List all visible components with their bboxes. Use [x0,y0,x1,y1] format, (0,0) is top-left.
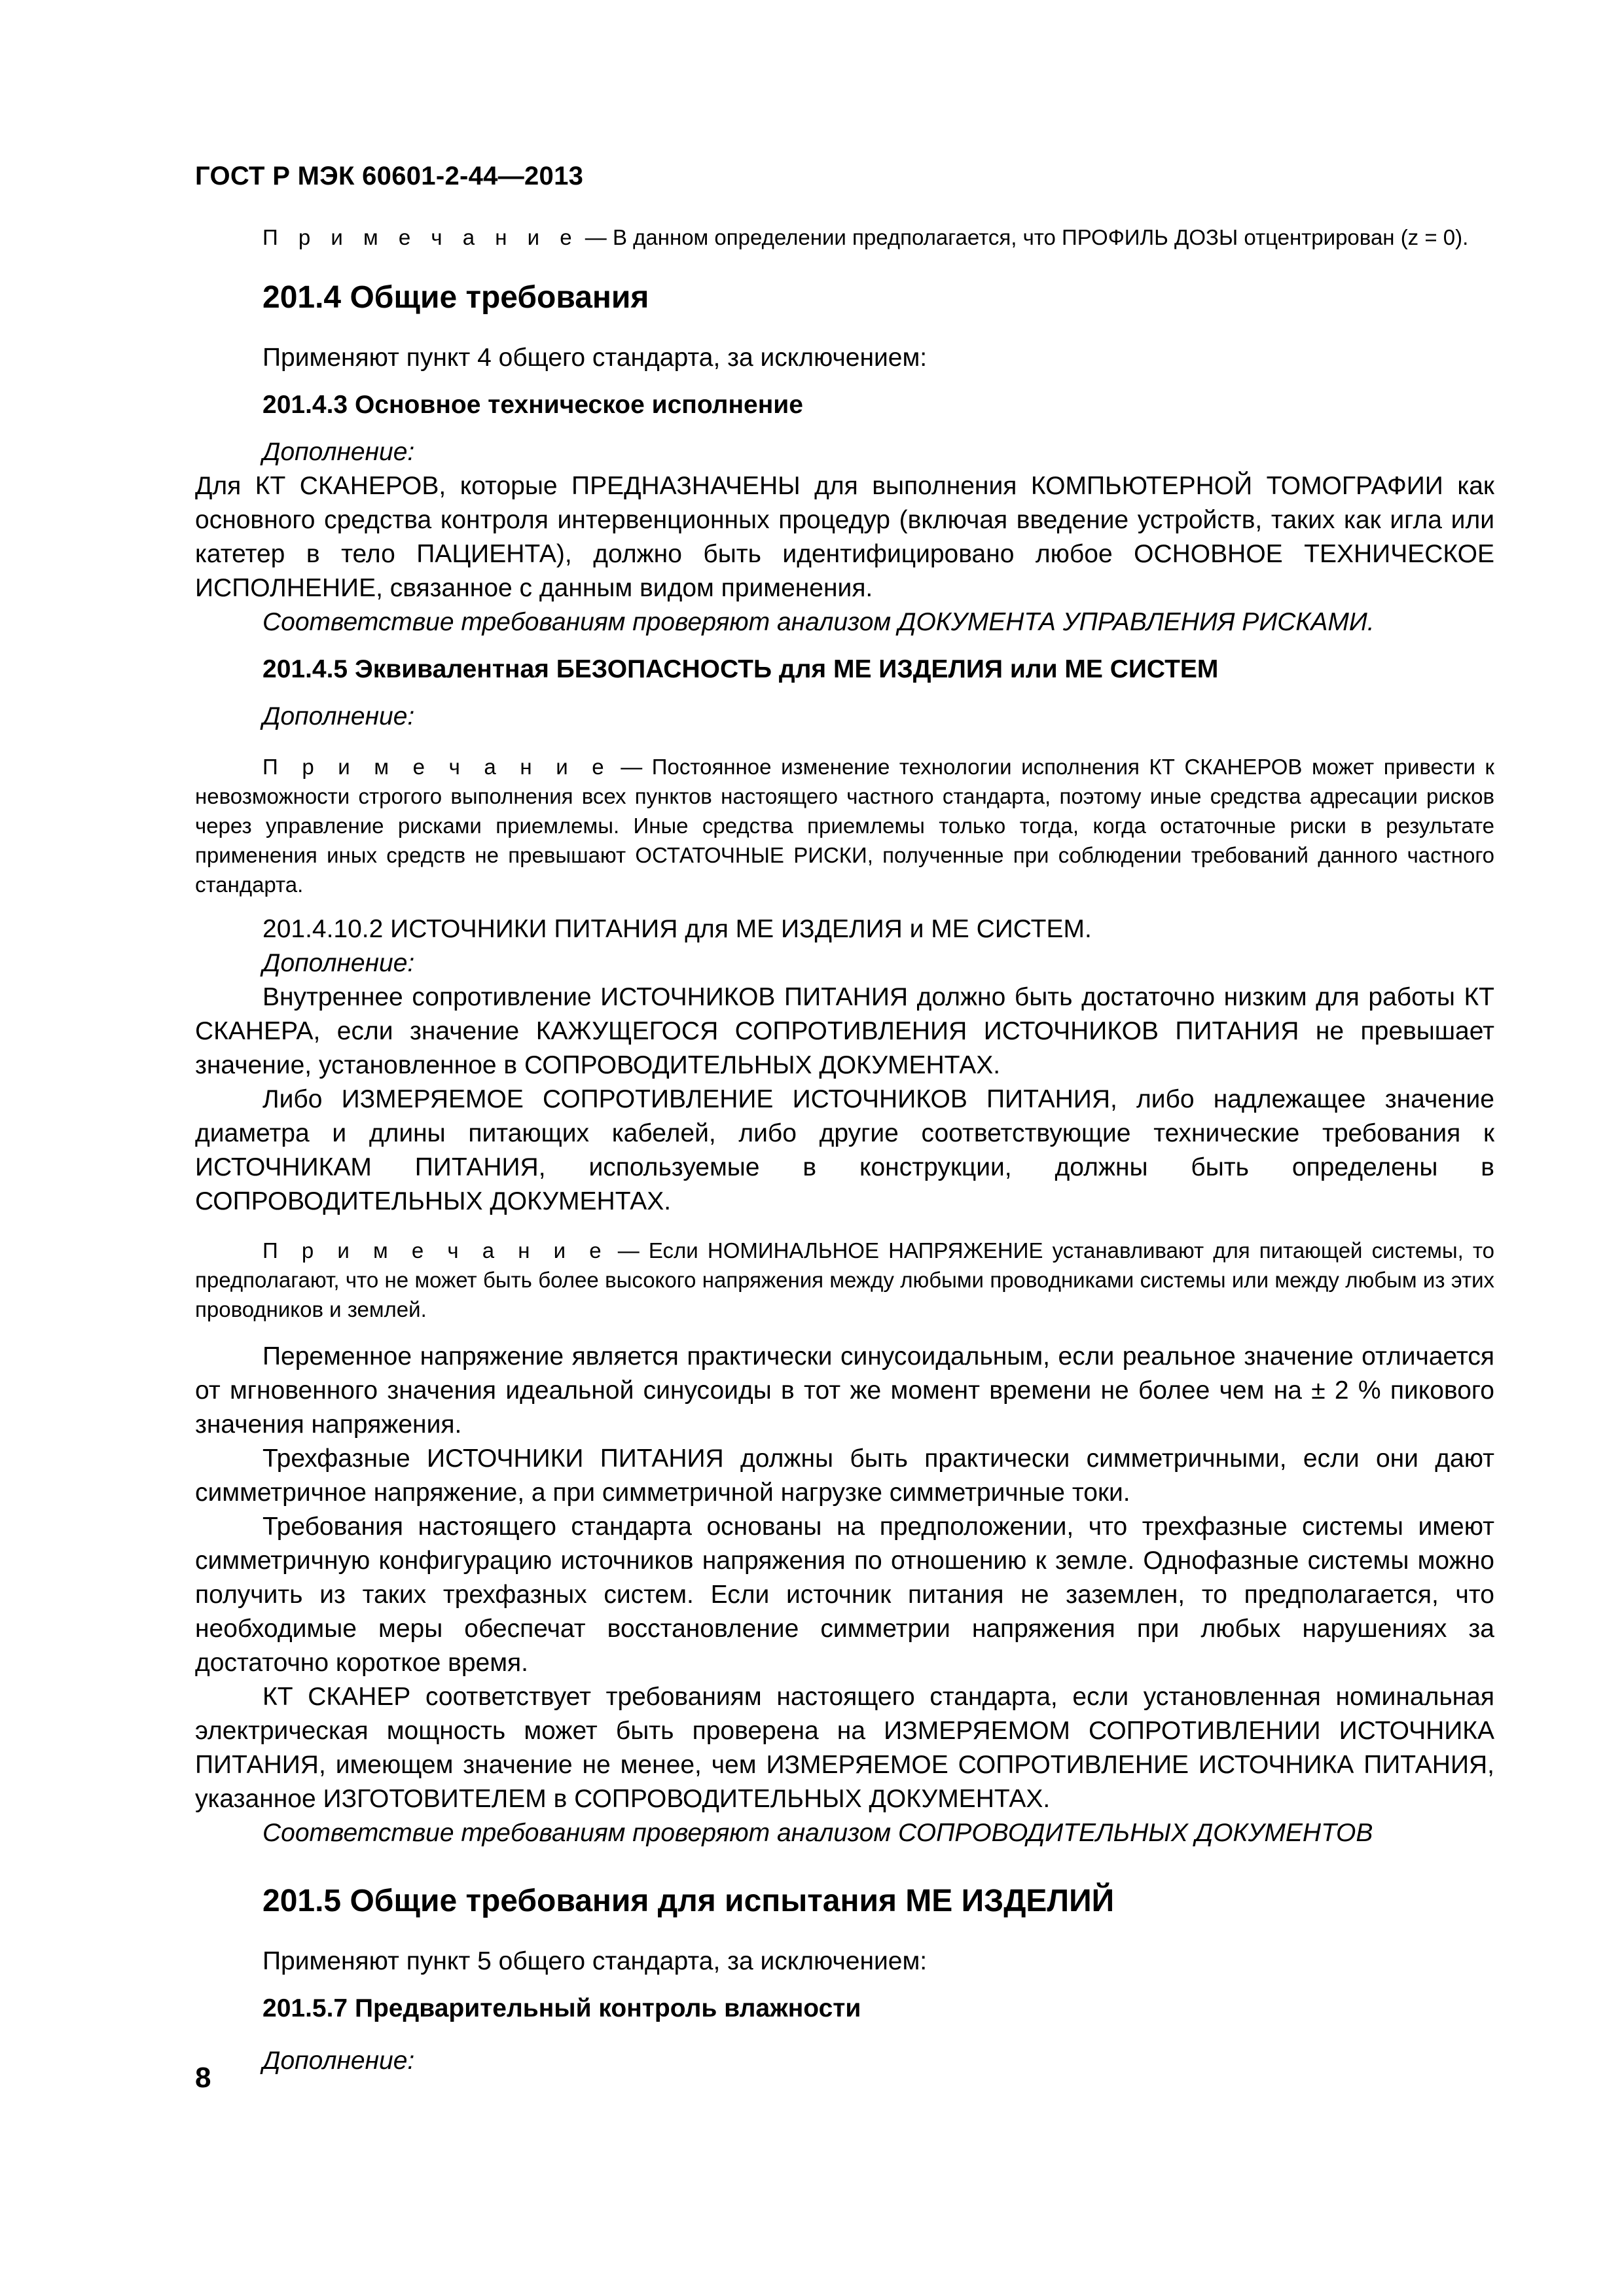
note-text: — Постоянное изменение технологии исполнения КТ СКАНЕРОВ может привести к невозможности строгого выполнения всех пунктов настоящего частного стандарта, поэтому иные средства адресации рисков через управление рисками приемлемы. Иные средства приемлемы только тогда, когда остаточные риски в результате применения иных средств не превышают ОСТАТОЧНЫЕ РИСКИ, полученные при соблюдении требований данного частного стандарта. [195,755,1494,897]
section-201-4-3-text: Для КТ СКАНЕРОВ, которые ПРЕДНАЗНАЧЕНЫ для выполнения КОМПЬЮТЕРНОЙ ТОМОГРАФИИ как основного средства контроля интервенционных процедур (включая введение устройств, таких как игла или катетер в тело ПАЦИЕНТА), должно быть идентифицировано любое ОСНОВНОЕ ТЕХНИЧЕСКОЕ ИСПОЛНЕНИЕ, связанное с данным видом применения. [195,472,1494,602]
section-201-4-3-title: 201.4.3 Основное техническое исполнение [262,391,803,419]
section-201-4-10-2-compliance: Соответствие требованиям проверяют анализом СОПРОВОДИТЕЛЬНЫХ ДОКУМЕНТОВ [262,1819,1373,1847]
addition-label: Дополнение: [262,702,415,730]
section-201-4-10-2-title: 201.4.10.2 ИСТОЧНИКИ ПИТАНИЯ для МЕ ИЗДЕЛИЯ и МЕ СИСТЕМ. [262,915,1092,943]
addition-label: Дополнение: [262,2047,415,2075]
note-rated-voltage [195,1236,1494,1324]
note-text: — Если НОМИНАЛЬНОЕ НАПРЯЖЕНИЕ устанавливают для питающей системы, то предполагают, что не может быть более высокого напряжения между любыми проводниками системы или между любым из этих проводников и землей. [195,1238,1495,1321]
note-label: П р и м е ч а н и е [262,755,611,779]
addition-label: Дополнение: [262,438,415,466]
section-201-4-10-2-para-6: КТ СКАНЕР соответствует требованиям настоящего стандарта, если установленная номинальная электрическая мощность может быть проверена на ИЗМЕРЯЕМОМ СОПРОТИВЛЕНИИ ИСТОЧНИКА ПИТАНИЯ, имеющем значение не менее, чем ИЗМЕРЯЕМОЕ СОПРОТИВЛЕНИЕ ИСТОЧНИКА ПИТАНИЯ, указанное ИЗГОТОВИТЕЛЕМ в СОПРОВОДИТЕЛЬНЫХ ДОКУМЕНТАХ. [195,1683,1494,1813]
section-201-5-7-title: 201.5.7 Предварительный контроль влажности [262,1994,861,2022]
note-ct-technology [195,752,1494,899]
section-201-4-10-2-para-4: Трехфазные ИСТОЧНИКИ ПИТАНИЯ должны быть практически симметричными, если они дают симметричное напряжение, а при симметричной нагрузке симметричные токи. [195,1444,1494,1507]
section-201-5-title: 201.5 Общие требования для испытания МЕ ИЗДЕЛИЙ [262,1884,1115,1918]
note-label: П р и м е ч а н и е [262,1238,609,1263]
page-content [195,223,1494,2078]
note-label: П р и м е ч а н и е [262,225,579,249]
section-201-4-5-title: 201.4.5 Эквивалентная БЕЗОПАСНОСТЬ для МЕ ИЗДЕЛИЯ или МЕ СИСТЕМ [262,655,1219,683]
addition-label: Дополнение: [262,949,415,977]
page-number: 8 [195,2062,211,2094]
note-dose-profile [195,223,1494,252]
document-header: ГОСТ Р МЭК 60601-2-44—2013 [195,162,584,190]
section-201-4-3-compliance: Соответствие требованиям проверяют анализом ДОКУМЕНТА УПРАВЛЕНИЯ РИСКАМИ. [262,608,1375,636]
section-201-5-intro: Применяют пункт 5 общего стандарта, за исключением: [262,1947,928,1975]
section-201-4-10-2-para-5: Требования настоящего стандарта основаны на предположении, что трехфазные системы имеют симметричную конфигурацию источников напряжения по отношению к земле. Однофазные системы можно получить из таких трехфазных систем. Если источник питания не заземлен, то предполагается, что необходимые меры обеспечат восстановление симметрии напряжения при любых нарушениях за достаточно короткое время. [195,1513,1494,1677]
section-201-4-10-2-para-1: Внутреннее сопротивление ИСТОЧНИКОВ ПИТАНИЯ должно быть достаточно низким для работы КТ СКАНЕРА, если значение КАЖУЩЕГОСЯ СОПРОТИВЛЕНИЯ ИСТОЧНИКОВ ПИТАНИЯ не превышает значение, установленное в СОПРОВОДИТЕЛЬНЫХ ДОКУМЕНТАХ. [195,983,1494,1079]
note-text: — В данном определении предполагается, что ПРОФИЛЬ ДОЗЫ отцентрирован (z = 0). [585,225,1469,249]
section-201-4-10-2-para-2: Либо ИЗМЕРЯЕМОЕ СОПРОТИВЛЕНИЕ ИСТОЧНИКОВ ПИТАНИЯ, либо надлежащее значение диаметра и длины питающих кабелей, либо другие соответствующие технические требования к ИСТОЧНИКАМ ПИТАНИЯ, используемые в конструкции, должны быть определены в СОПРОВОДИТЕЛЬНЫХ ДОКУМЕНТАХ. [195,1085,1494,1215]
section-201-4-intro: Применяют пункт 4 общего стандарта, за исключением: [262,344,928,372]
section-201-4-title: 201.4 Общие требования [262,280,649,315]
section-201-4-10-2-para-3: Переменное напряжение является практически синусоидальным, если реальное значение отличается от мгновенного значения идеальной синусоиды в тот же момент времени не более чем на ± 2 % пикового значения напряжения. [195,1342,1494,1439]
